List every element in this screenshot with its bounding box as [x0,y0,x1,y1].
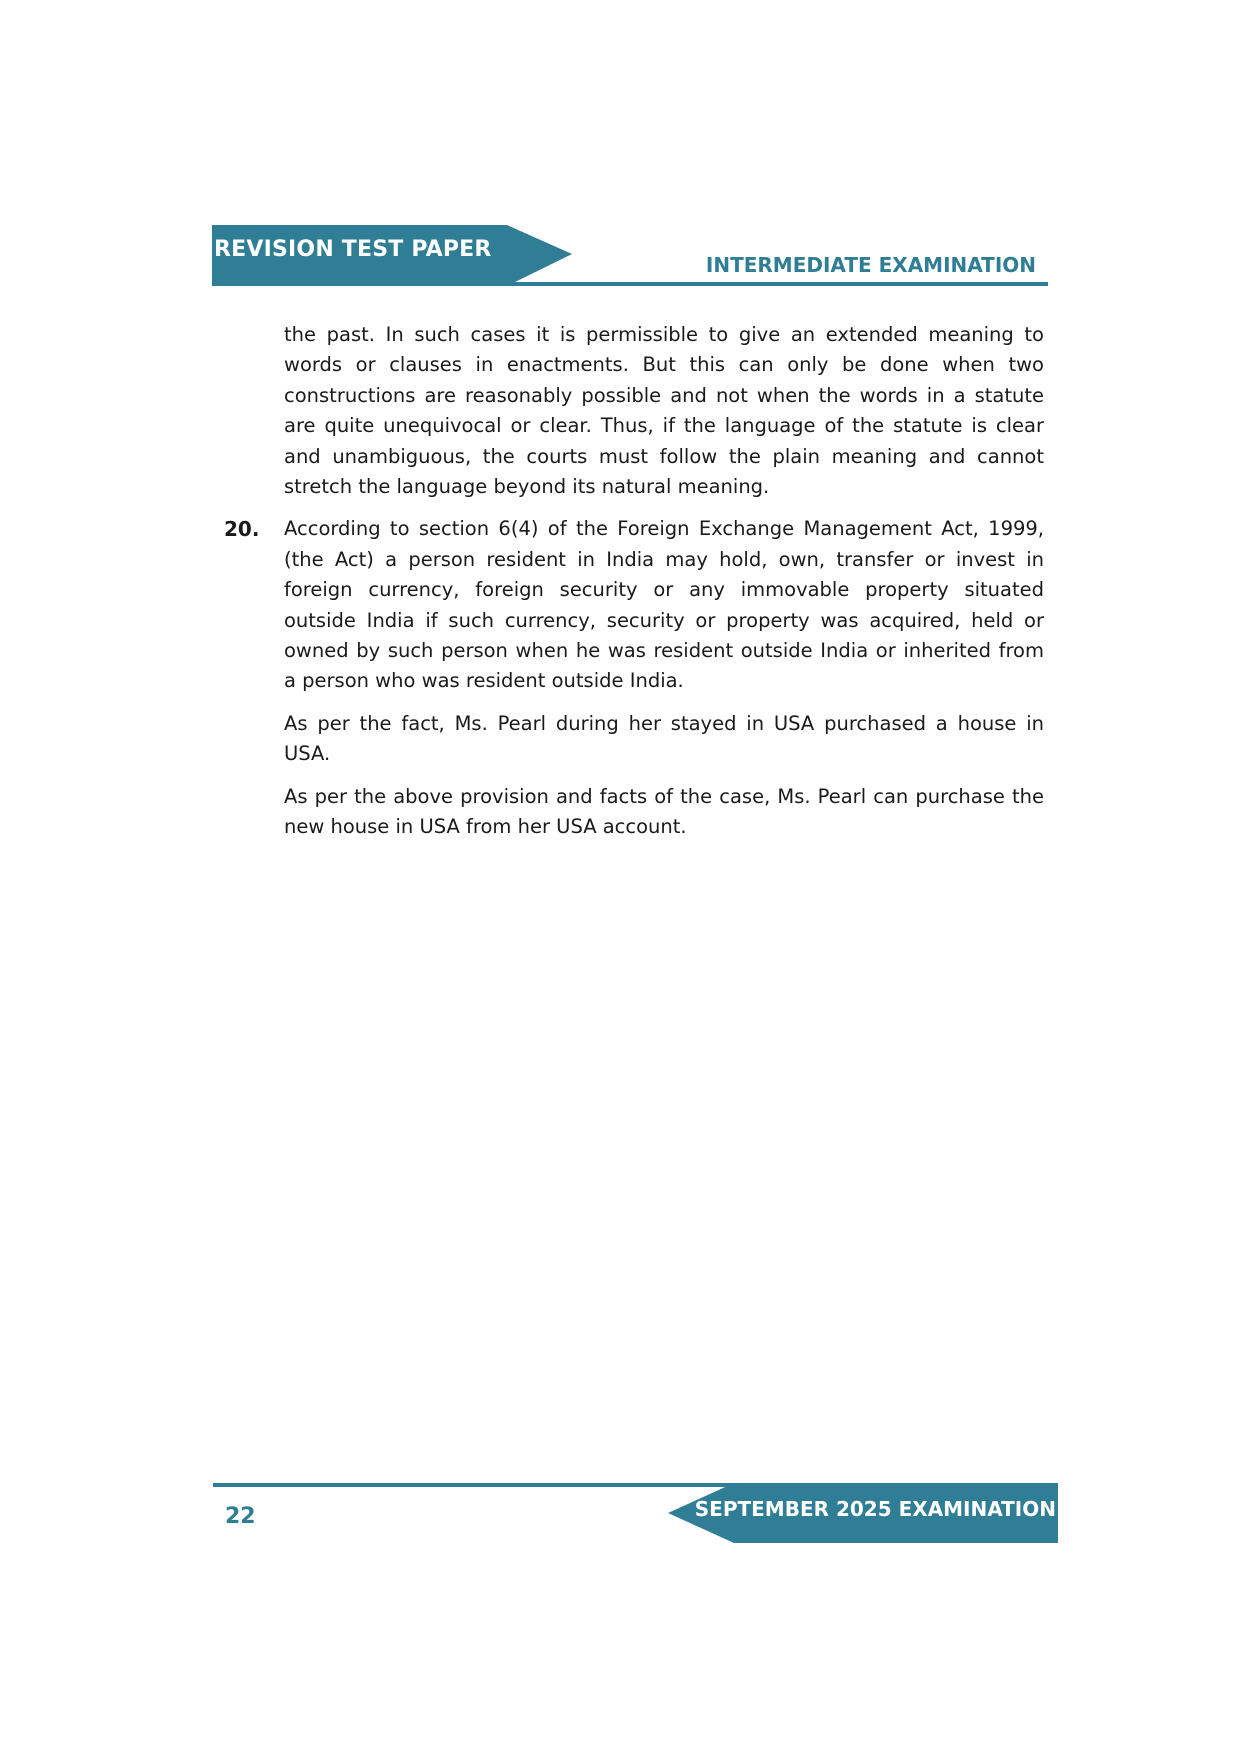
answer-paragraph-1: According to section 6(4) of the Foreign Exchange Management Act, 1999, (the Act) a person resident in India may hold, own, transfer or invest in foreign currency, foreign security or any immovable property situated outside India if such currency, security or property was acquired, held or owned by such person when he was resident outside India or inherited from a person who was resident outside India. [284,517,1044,693]
question-number: 20. [224,517,260,542]
question-block-20 [224,514,1044,842]
page-footer [213,1483,1058,1543]
continuation-paragraph: the past. In such cases it is permissible to give an extended meaning to words or clauses in enactments. But this can only be done when two constructions are reasonably possible and not when the words in a statute are quite unequivocal or clear. Thus, if the language of the statute is clear and unambiguous, the courts must follow the plain meaning and cannot stretch the language beyond its natural meaning. [284,323,1044,499]
page-number: 22 [225,1504,256,1529]
answer-paragraph-2: As per the fact, Ms. Pearl during her stayed in USA purchased a house in USA. [284,711,1044,766]
page-content [224,320,1044,855]
header-left-title: REVISION TEST PAPER [214,237,492,262]
header-right-title: INTERMEDIATE EXAMINATION [705,253,1036,277]
page-header [212,225,1048,287]
answer-paragraph-3: As per the above provision and facts of the case, Ms. Pearl can purchase the new house in USA from her USA account. [284,784,1044,839]
header-divider [212,282,1048,286]
footer-exam-label: SEPTEMBER 2025 EXAMINATION [694,1497,1056,1521]
